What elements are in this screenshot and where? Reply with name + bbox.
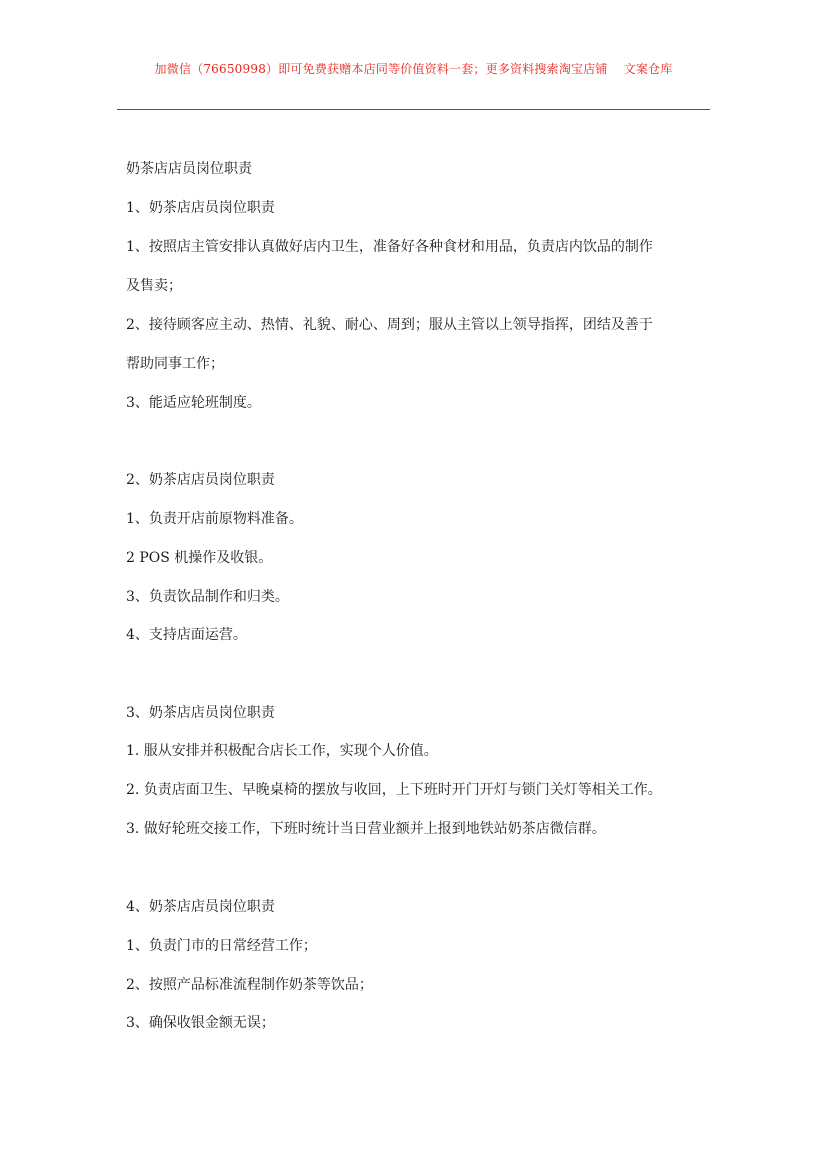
promo-header — [0, 60, 827, 77]
paragraph-line: 2、按照产品标准流程制作奶茶等饮品； — [126, 977, 373, 993]
paragraph-line: 3、负责饮品制作和归类。 — [126, 589, 289, 605]
header-divider — [117, 109, 710, 110]
section-heading: 4、奶茶店店员岗位职责 — [126, 899, 275, 915]
paragraph-line: 1、按照店主管安排认真做好店内卫生，准备好各种食材和用品，负责店内饮品的制作 — [126, 239, 653, 255]
promo-text: 加微信（76650998）即可免费获赠本店同等价值资料一套；更多资料搜索淘宝店铺 — [154, 62, 608, 76]
paragraph-line: 3、确保收银金额无误； — [126, 1015, 275, 1031]
paragraph-line: 1、负责门市的日常经营工作； — [126, 938, 317, 954]
section-heading: 3、奶茶店店员岗位职责 — [126, 705, 275, 721]
document-title: 奶茶店店员岗位职责 — [126, 161, 252, 177]
paragraph-line: 3、能适应轮班制度。 — [126, 395, 261, 411]
section-heading: 2、奶茶店店员岗位职责 — [126, 472, 275, 488]
paragraph-line: 1. 服从安排并积极配合店长工作，实现个人价值。 — [126, 743, 438, 759]
paragraph-line: 帮助同事工作； — [126, 356, 224, 372]
paragraph-line: 2 POS 机操作及收银。 — [126, 550, 273, 566]
paragraph-line: 2、接待顾客应主动、热情、礼貌、耐心、周到；服从主管以上领导指挥，团结及善于 — [126, 317, 653, 333]
paragraph-line: 1、负责开店前原物料准备。 — [126, 511, 303, 527]
paragraph-line: 4、支持店面运营。 — [126, 627, 247, 643]
paragraph-line: 3. 做好轮班交接工作，下班时统计当日营业额并上报到地铁站奶茶店微信群。 — [126, 821, 606, 837]
promo-shop-name: 文案仓库 — [623, 62, 673, 76]
section-heading: 1、奶茶店店员岗位职责 — [126, 200, 275, 216]
paragraph-line: 2. 负责店面卫生、早晚桌椅的摆放与收回，上下班时开门开灯与锁门关灯等相关工作。 — [126, 782, 662, 798]
paragraph-line: 及售卖； — [126, 278, 182, 294]
